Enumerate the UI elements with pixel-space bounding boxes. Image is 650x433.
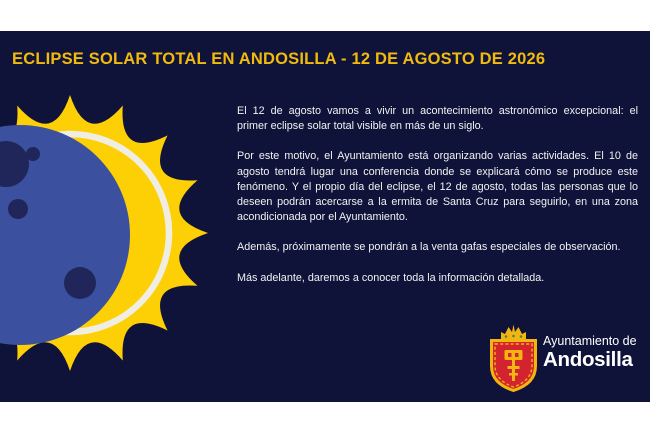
page-title: ECLIPSE SOLAR TOTAL EN ANDOSILLA - 12 DE AGOSTO DE 2026 [12,50,546,68]
paragraph-more-info: Más adelante, daremos a conocer toda la información detallada. [237,271,545,284]
announcement-card [0,31,650,402]
org-prefix: Ayuntamiento de [543,334,637,348]
paragraph-glasses: Además, próximamente se pondrán a la venta gafas especiales de observación. [237,241,621,254]
town-hall-logo [489,323,637,392]
town-hall-name [543,323,637,371]
paragraph-intro: El 12 de agosto vamos a vivir un acontecimiento astronómico excepcional: el primer eclipse solar total visible en más de un siglo. [237,105,638,133]
org-name: Andosilla [543,348,633,371]
solar-eclipse-illustration [0,85,230,395]
paragraph-activities: Por este motivo, el Ayuntamiento está organizando varias actividades. El 10 de agosto tendrá lugar una conferencia donde se explicará cómo se produce este fenómeno. Y el propio día del eclipse, el 12 de agosto, todas las personas que lo deseen podrán acercarse a la ermita de Santa Cruz para seguirlo, en una zona acondicionada por el Ayuntamiento. [237,150,638,224]
announcement-text [237,104,638,286]
andosilla-crest-icon [489,323,538,392]
